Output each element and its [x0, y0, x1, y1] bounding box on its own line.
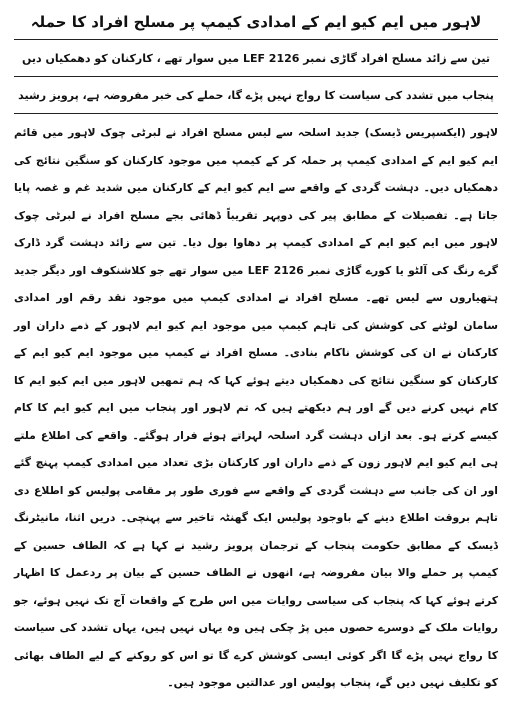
- headline: لاہور میں ایم کیو ایم کے امدادی کیمپ پر مسلح افراد کا حملہ: [30, 13, 482, 31]
- divider-1: [14, 39, 498, 40]
- subheadline-1: تین سے زائد مسلح افراد گاڑی نمبر LEF 2126 میں سوار تھے ، کارکنان کو دھمکیاں دیں: [21, 52, 491, 65]
- article-body: لاہور (ایکسپریس ڈیسک) جدید اسلحہ سے لیس مسلح افراد نے لبرٹی چوک لاہور میں قائم ایم کیو ایم کے امدادی کیمپ پر حملہ کر کے کیمپ میں موجود کارکنان کو سنگین نتائج کی دھمکیاں دیں۔ دہشت گردی کے واقعے سے ایم کیو ایم کے کارکنان میں شدید غم و غصہ پایا جاتا ہے۔ تفصیلات کے مطابق پیر کی دوپہر تقریباً ڈھائی بجے مسلح افراد نے لبرٹی چوک لاہور میں ایم کیو ایم کے امدادی کیمپ پر دھاوا بول دیا۔ تین سے زائد دہشت گرد ڈارک گرے رنگ کی آلٹو یا کورے گاڑی نمبر LEF 2126 میں سوار تھے جو کلاشنکوف اور دیگر جدید ہتھیاروں سے لیس تھے۔ مسلح افراد نے امدادی کیمپ میں موجود نقد رقم اور امدادی سامان لوٹنے کی کوشش کی تاہم کیمپ میں موجود ایم کیو ایم لاہور کے ذمے داران اور کارکنان نے ان کی کوشش ناکام بنادی۔ مسلح افراد نے کیمپ میں موجود ایم کیو ایم کے کارکنان کو سنگین نتائج کی دھمکیاں دیتے ہوئے کہا کہ ہم تمھیں لاہور میں ایم کیو ایم کا کام نہیں کرنے دیں گے اور ہم دیکھتے ہیں کہ تم لاہور اور پنجاب میں ایم کیو ایم کا کام کیسے کرتے ہو۔ بعد ازاں دہشت گرد اسلحہ لہراتے ہوئے فرار ہوگئے۔ واقعے کی اطلاع ملتے ہی ایم کیو ایم لاہور زون کے ذمے داران اور کارکنان بڑی تعداد میں امدادی کیمپ پہنچ گئے اور ان کی جانب سے دہشت گردی کے واقعے سے فوری طور پر مقامی پولیس کو اطلاع دی تاہم بروقت اطلاع دینے کے باوجود پولیس ایک گھنٹہ تاخیر سے پہنچی۔ دریں اثنا، مانیٹرنگ ڈیسک کے مطابق حکومت پنجاب کے ترجمان پرویز رشید نے کہا ہے کہ الطاف حسین کے کیمپ پر حملے والا بیان مفروضہ ہے، انھوں نے الطاف حسین کے بیان پر ردعمل کا اظہار کرتے ہوئے کہا کہ پنجاب کی سیاسی روایات میں اس طرح کے واقعات آج تک نہیں ہوئے، جو روایات ملک کے دوسرے حصوں میں پڑ چکی ہیں وہ یہاں نہیں ہیں، یہاں تشدد کی سیاست کا رواج نہیں پڑے گا اگر کوئی ایسی کوشش کرے گا تو اس کو روکنے کے لیے الطاف بھائی کو تکلیف نہیں دیں گے، پنجاب پولیس اور عدالتیں موجود ہیں۔: [14, 126, 498, 689]
- divider-2: [14, 76, 498, 77]
- divider-3: [14, 113, 498, 114]
- subheadline-2: پنجاب میں تشدد کی سیاست کا رواج نہیں پڑے گا، حملے کی خبر مفروضہ ہے، پرویز رشید: [18, 89, 494, 102]
